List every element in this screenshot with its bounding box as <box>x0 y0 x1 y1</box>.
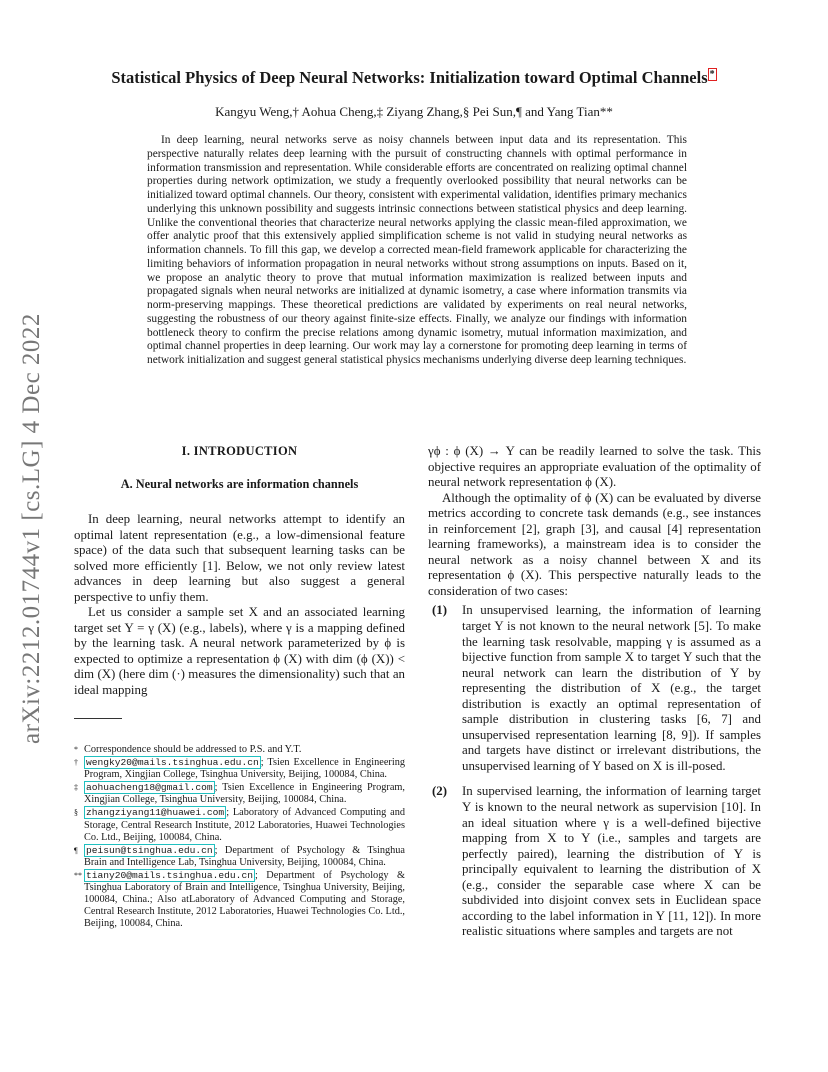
email-link[interactable]: peisun@tsinghua.edu.cn <box>86 844 213 856</box>
email-link[interactable]: aohuacheng18@gmail.com <box>86 782 213 794</box>
body-paragraph: In deep learning, neural networks attempt to identify an optimal latent representation (e.g., a low-dimensional feature space) of the data such that subsequent learning tasks can be solved more efficiently [1]. Below, we not only review latest advances in deep learning but also suggest a general perspective to unfiy them. <box>74 512 405 604</box>
body-paragraph: Although the optimality of ϕ (X) can be evaluated by diverse metrics according to concrete task demands (e.g., see instances in reinforcement [2], graph [3], and causal [4] representation learning frameworks), a mainstream idea is to consider the neural network as a noisy channel between X and its representation ϕ (X). This perspective naturally leads to the consideration of two cases: <box>428 490 761 598</box>
footnote <box>74 782 405 806</box>
footnote <box>74 744 405 756</box>
footnote-text: ; Tsien Excellence in Engineering Program, Xingjian College, Tsinghua University, Beijing, 100084, China. <box>84 782 405 806</box>
arxiv-identifier: arXiv:2212.01744v1 [cs.LG] 4 Dec 2022 <box>18 313 45 744</box>
footnote-mark: ¶ <box>74 845 78 855</box>
case-text: In supervised learning, the information of learning target Y is known to the neural network as supervision [10]. In an ideal situation where γ is a well-defined bijective mapping from X to Y (i.e., samples and targets are perfectly paired), learning the distribution of Y is principally equivalent to learning the distribution of X (e.g., consider the separable case where X can be subdivided into disjoint convex sets in Euclidean space according to the label information in Y [11, 12]). In more realistic situations where samples and targets are not <box>462 784 761 939</box>
left-column-body <box>74 512 405 699</box>
email-link[interactable]: tiany20@mails.tsinghua.edu.cn <box>86 869 253 881</box>
abstract <box>147 134 687 368</box>
footnote-text: ; Laboratory of Advanced Computing and Storage, Central Research Institute, 2012 Laboratories, Huawei Technologies Co. Ltd., Beijing, 100084, China. <box>84 807 405 843</box>
body-paragraph: γϕ : ϕ (X) → Y can be readily learned to solve the task. This objective requires an appropriate evaluation of the optimality of neural network representation ϕ (X). <box>428 444 761 490</box>
footnote <box>74 807 405 843</box>
footnote-text: Correspondence should be addressed to P.S. and Y.T. <box>84 744 302 755</box>
author-list: Kangyu Weng,† Aohua Cheng,‡ Ziyang Zhang,§ Pei Sun,¶ and Yang Tian** <box>215 104 613 119</box>
body-paragraph: Let us consider a sample set X and an associated learning target set Y = γ (X) (e.g., labels), where γ is a mapping defined by the learning task. A neural network parameterized by ϕ is expected to optimize a representation ϕ (X) with dim (ϕ (X)) < dim (X) (here dim (·) measures the dimensionality) such that an ideal mapping <box>74 605 405 698</box>
email-link[interactable]: zhangziyang11@huawei.com <box>86 807 225 819</box>
abstract-text: In deep learning, neural networks serve as noisy channels between input data and its representation. This perspective naturally relates deep learning with the pursuit of constructing channels with optimal performance in information transmission and representation. While considerable efforts are concentrated on realizing optimal channel properties during network optimization, we study a frequently overlooked possibility that neural networks can be initialized toward optimal channels. Our theory, consistent with experimental validation, identifies primary mechanics underlying this unknown possibility and suggests intrinsic connections between statistical physics and deep learning. Unlike the conventional theories that characterize neural networks applying the classic mean-filed approximation, we offer analytic proof that this extensively applied simplification scheme is not valid in studying neural networks as information channels. To fill this gap, we develop a corrected mean-field framework applicable for characterizing the limiting behaviors of information propagation in neural networks without strong assumptions on inputs. Based on it, we propose an analytic theory to prove that mutual information maximization is realized between inputs and propagated signals when neural networks are initialized at dynamic isometry, a case where information transmits via norm-preserving mappings. These theoretical predictions are validated by experiments on real neural networks, suggesting the robustness of our theory against finite-size effects. Finally, we analyze our findings with information bottleneck theory to confirm the precise relations among dynamic isometry, mutual information maximization, and optimal channel properties in deep learning. Our work may lay a cornerstone for promoting deep learning in terms of network initialization and suggest general statistical physics mechanisms underlying diverse deep learning techniques. <box>147 134 687 366</box>
footnote-text: ; Tsien Excellence in Engineering Program, Xingjian College, Tsinghua University, Beijing, 100084, China. <box>84 757 405 781</box>
footnote-text: ; Department of Psychology & Tsinghua Brain and Intelligence Lab, Tsinghua University, Beijing, 100084, China. <box>84 844 405 868</box>
footnote-mark: † <box>74 758 78 768</box>
case-number: (2) <box>432 784 448 799</box>
footnote <box>74 845 405 869</box>
footnote-mark: ‡ <box>74 783 78 793</box>
footnote <box>74 757 405 781</box>
case-number: (1) <box>432 603 448 618</box>
footnote <box>74 870 405 930</box>
email-link[interactable]: wengky20@mails.tsinghua.edu.cn <box>86 757 259 769</box>
paper-title-text: Statistical Physics of Deep Neural Networks: Initialization toward Optimal Channels <box>111 68 708 87</box>
right-column-body <box>428 444 761 950</box>
footnote-divider <box>74 718 122 719</box>
title-footnote-marker[interactable]: * <box>709 68 715 80</box>
footnote-mark: § <box>74 808 78 818</box>
case-text: In unsupervised learning, the information of learning target Y is not known to the neural network [5]. To make the learning task resolvable, mapping γ is assumed as a bijective function from sample X to target Y such that the neural network can learn the distribution of Y by representing the distribution of X (e.g., the target distribution is exactly an optimal representation of sample distribution in clustering tasks [6, 7] and unsupervised representation learning [8, 9]). If samples and targets have distinct or irrelevant distributions, the unsupervised learning of Y based on X is ill-posed. <box>462 603 761 773</box>
footnote-mark: * <box>74 745 78 754</box>
subsection-heading: A. Neural networks are information channels <box>120 477 359 491</box>
footnote-text: ; Department of Psychology & Tsinghua Laboratory of Brain and Intelligence, Tsinghua University, Beijing, 100084, China.; Also atLaboratory of Advanced Computing and Storage, Central Research Institute, 2012 Laboratories, Huawei Technologies Co. Ltd., Beijing, 100084, China. <box>84 869 405 930</box>
case-item <box>428 603 761 774</box>
case-list <box>428 603 761 939</box>
footnote-mark: ** <box>74 870 82 880</box>
section-heading: I. INTRODUCTION <box>181 444 298 458</box>
paper-title <box>60 68 768 88</box>
footnotes <box>74 744 405 931</box>
case-item <box>428 784 761 939</box>
